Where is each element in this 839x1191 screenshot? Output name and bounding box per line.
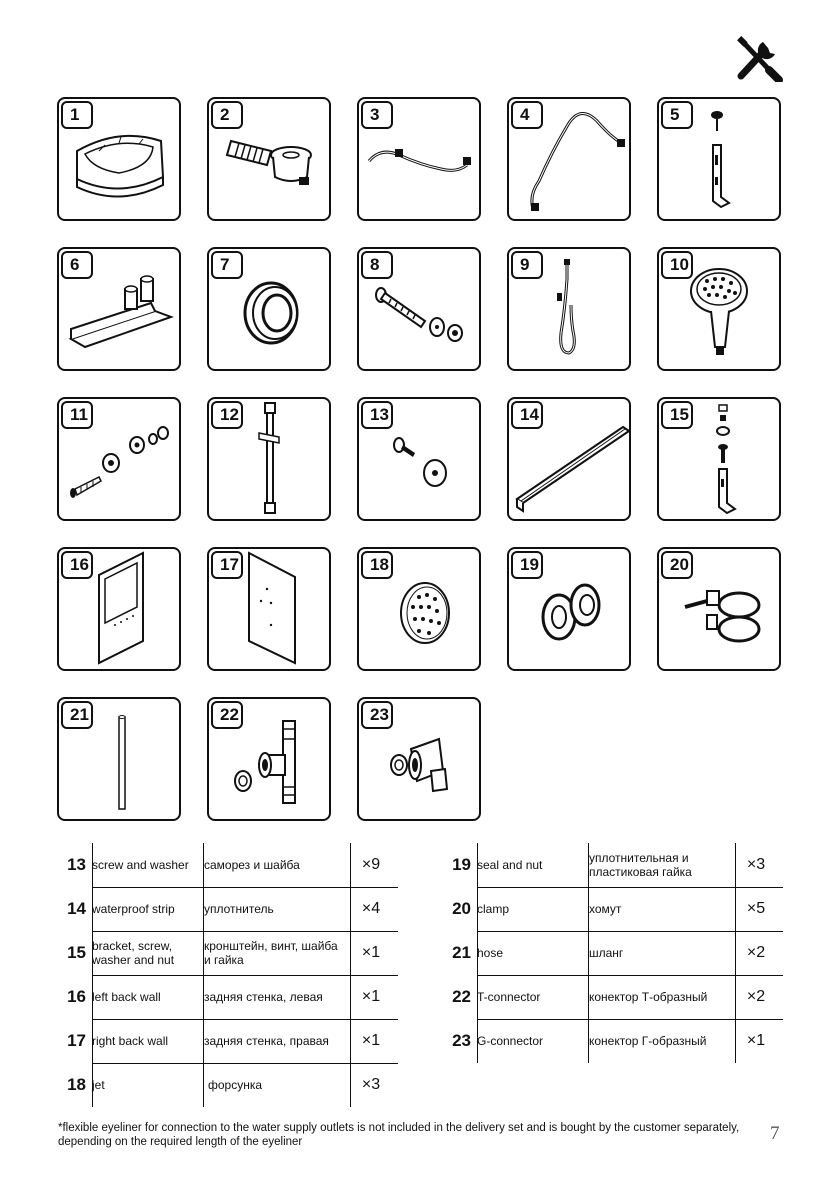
row-name-ru: шланг	[589, 946, 624, 960]
row-quantity: ×2	[746, 944, 766, 961]
part-card-4	[507, 97, 631, 221]
row-name-en: waterproof strip	[92, 902, 175, 916]
part-card-12	[207, 397, 331, 521]
shower-tray-icon	[59, 99, 179, 219]
bracket-set-icon	[659, 399, 779, 519]
part-card-16	[57, 547, 181, 671]
waterproof-strip-icon	[509, 399, 629, 519]
shower-hose-icon	[509, 249, 629, 369]
part-card-15	[657, 397, 781, 521]
part-number: 20	[661, 551, 693, 579]
part-number: 15	[661, 401, 693, 429]
row-name-en: left back wall	[92, 990, 161, 1004]
row-quantity: ×4	[361, 900, 381, 917]
row-quantity: ×3	[746, 856, 766, 873]
row-quantity: ×1	[361, 988, 381, 1005]
row-quantity: ×9	[361, 856, 381, 873]
part-number: 18	[361, 551, 393, 579]
screw-washers-icon	[59, 399, 179, 519]
row-number: 16	[67, 987, 86, 1006]
part-card-22	[207, 697, 331, 821]
row-quantity: ×1	[746, 1032, 766, 1049]
hose-pipe-icon	[59, 699, 179, 819]
bracket-screw-icon	[659, 99, 779, 219]
row-quantity: ×2	[746, 988, 766, 1005]
clamp-icon	[659, 549, 779, 669]
table-row	[437, 843, 783, 887]
drain-siphon-icon	[209, 99, 329, 219]
part-card-13	[357, 397, 481, 521]
parts-table-right	[437, 843, 783, 1063]
row-name-ru: саморез и шайба	[204, 858, 300, 872]
part-number: 10	[661, 251, 693, 279]
part-card-20	[657, 547, 781, 671]
part-card-5	[657, 97, 781, 221]
part-number: 21	[61, 701, 93, 729]
row-name-ru: задняя стенка, левая	[204, 990, 323, 1004]
table-row	[52, 1019, 398, 1063]
table-row	[52, 931, 398, 975]
row-name-en: seal and nut	[477, 858, 543, 872]
ring-seal-icon	[209, 249, 329, 369]
part-number: 11	[61, 401, 93, 429]
part-card-2	[207, 97, 331, 221]
long-cable-icon	[509, 99, 629, 219]
part-number: 22	[211, 701, 243, 729]
screw-washer-icon	[359, 399, 479, 519]
part-number: 17	[211, 551, 243, 579]
hand-shower-icon	[659, 249, 779, 369]
row-name-ru: конектор Г-образный	[589, 1034, 707, 1048]
part-card-1	[57, 97, 181, 221]
tools-icon	[735, 36, 783, 82]
t-connector-icon	[209, 699, 329, 819]
control-panel-icon	[59, 249, 179, 369]
row-quantity: ×1	[361, 1032, 381, 1049]
row-number: 20	[452, 899, 471, 918]
part-number: 1	[61, 101, 93, 129]
row-quantity: ×3	[361, 1076, 381, 1093]
row-name-ru: задняя стенка, правая	[204, 1034, 329, 1048]
table-row	[437, 887, 783, 931]
part-number: 6	[61, 251, 93, 279]
footnote: *flexible eyeliner for connection to the water supply outlets is not included in the delivery set and is bought by the customer separately, depending on the required length of the eyeliner	[58, 1122, 740, 1148]
row-name-ru: форсунка	[208, 1078, 263, 1092]
table-row	[52, 887, 398, 931]
row-name-en: right back wall	[92, 1034, 169, 1048]
part-card-6	[57, 247, 181, 371]
row-name-en: T-connector	[477, 990, 541, 1004]
row-number: 18	[67, 1075, 86, 1094]
part-card-21	[57, 697, 181, 821]
part-card-9	[507, 247, 631, 371]
part-card-14	[507, 397, 631, 521]
row-number: 21	[452, 943, 471, 962]
part-number: 16	[61, 551, 93, 579]
row-name-ru: хомут	[589, 902, 622, 916]
part-card-8	[357, 247, 481, 371]
row-name-en: hose	[477, 946, 504, 960]
part-number: 14	[511, 401, 543, 429]
jet-icon	[359, 549, 479, 669]
row-number: 17	[67, 1031, 86, 1050]
seal-nut-icon	[509, 549, 629, 669]
row-number: 13	[67, 855, 86, 874]
part-number: 23	[361, 701, 393, 729]
part-number: 19	[511, 551, 543, 579]
part-number: 9	[511, 251, 543, 279]
table-row	[437, 931, 783, 975]
part-number: 12	[211, 401, 243, 429]
row-name-en: jet	[92, 1078, 105, 1092]
part-number: 5	[661, 101, 693, 129]
parts-table-left	[52, 843, 398, 1107]
part-number: 2	[211, 101, 243, 129]
row-number: 19	[452, 855, 471, 874]
row-quantity: ×5	[746, 900, 766, 917]
table-row	[52, 843, 398, 887]
row-name-en: bracket, screw, washer and nut	[92, 939, 175, 967]
row-number: 22	[452, 987, 471, 1006]
row-name-ru: кронштейн, винт, шайба и гайка	[204, 939, 338, 967]
left-back-wall-icon	[59, 549, 179, 669]
part-card-23	[357, 697, 481, 821]
table-row	[52, 975, 398, 1019]
row-number: 15	[67, 943, 86, 962]
row-number: 23	[452, 1031, 471, 1050]
part-card-3	[357, 97, 481, 221]
part-card-17	[207, 547, 331, 671]
part-card-10	[657, 247, 781, 371]
row-name-en: clamp	[477, 902, 510, 916]
table-row	[437, 975, 783, 1019]
page-number: 7	[770, 1123, 780, 1144]
part-card-18	[357, 547, 481, 671]
table-row	[52, 1063, 398, 1107]
part-card-11	[57, 397, 181, 521]
part-number: 3	[361, 101, 393, 129]
row-name-ru: конектор Т-образный	[589, 990, 708, 1004]
right-back-wall-icon	[209, 549, 329, 669]
g-connector-icon	[359, 699, 479, 819]
part-card-19	[507, 547, 631, 671]
row-number: 14	[67, 899, 86, 918]
bolt-set-icon	[359, 249, 479, 369]
part-number: 8	[361, 251, 393, 279]
row-name-en: screw and washer	[92, 858, 189, 872]
table-row	[437, 1019, 783, 1063]
cable-icon	[359, 99, 479, 219]
part-card-7	[207, 247, 331, 371]
part-number: 4	[511, 101, 543, 129]
slide-bar-icon	[209, 399, 329, 519]
part-number: 13	[361, 401, 393, 429]
part-number: 7	[211, 251, 243, 279]
row-quantity: ×1	[361, 944, 381, 961]
row-name-en: G-connector	[477, 1034, 544, 1048]
row-name-ru: уплотнитель	[204, 902, 274, 916]
row-name-ru: уплотнительная и пластиковая гайка	[589, 851, 692, 879]
